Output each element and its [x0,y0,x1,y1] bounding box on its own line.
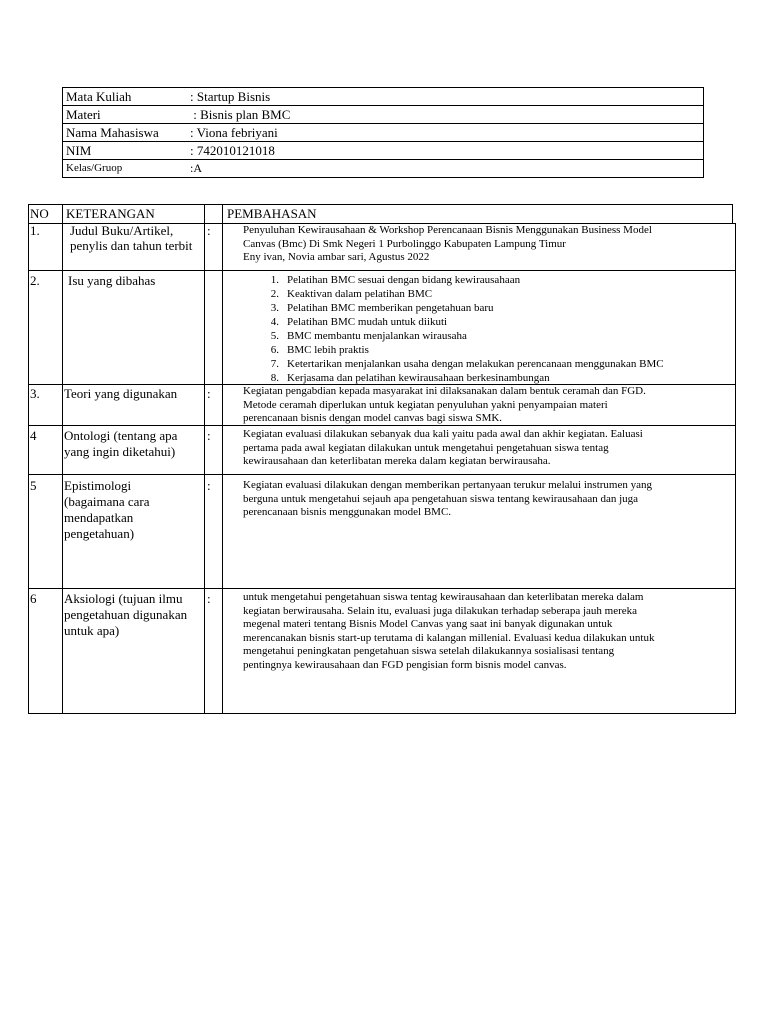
row-divider [28,474,736,475]
row-divider [28,270,736,271]
row-colon: : [207,223,211,238]
pembahasan-line: Canvas (Bmc) Di Smk Negeri 1 Purbolinggo Kabupaten Lampung Timur [243,237,566,250]
info-value-nim: : 742010121018 [190,143,275,158]
list-item-number: 4. [270,316,279,328]
list-item [265,357,664,371]
row-pembahasan [243,385,646,426]
pembahasan-line: untuk mengetahui pengetahuan siswa tentag kewirausahaan dan keterlibatan mereka dalam [243,591,644,603]
list-item-text: Pelatihan BMC sesuai dengan bidang kewirausahaan [287,274,521,286]
row-colon: : [207,591,211,606]
pembahasan-line: Kegiatan pengabdian kepada masyarakat ini dilaksanakan dalam bentuk ceramah dan FGD. [243,385,646,397]
pembahasan-line: berguna untuk mengetahui sejauh apa pengetahuan siswa tentang kewirausahaan dan juga [243,492,639,505]
pembahasan-line: Metode ceramah diperlukan untuk kegiatan penyuluhan yakni penyampaian materi [243,398,608,411]
column-header-no: NO [30,206,49,221]
info-value-nama-mahasiswa: : Viona febriyani [190,125,278,140]
info-row-divider [62,159,704,160]
pembahasan-line: kegiatan berwirausaha. Selain itu, evaluasi juga dilakukan terhadap seberapa jauh mereka [243,604,638,617]
list-item-text: Pelatihan BMC mudah untuk diikuti [287,316,448,328]
row-number: 3. [30,386,40,401]
info-row-divider [62,123,704,124]
pembahasan-line: kewirausahaan dan keterlibatan mereka dalam kegiatan berwirausaha. [243,455,551,467]
keterangan-line: pengetahuan digunakan [64,607,188,622]
row-keterangan [64,428,177,460]
list-item-text: Kerjasama dan pelatihan kewirausahaan berkesinambungan [287,372,550,384]
keterangan-line: untuk apa) [64,623,120,638]
pembahasan-line: pertama pada awal kegiatan dilakukan untuk mengetahui pengetahuan siswa tentag [243,441,609,454]
column-header-pembahasan: PEMBAHASAN [227,206,317,221]
info-value-kelas: :A [190,161,202,175]
row-keterangan: Teori yang digunakan [64,386,178,401]
info-label-nim: NIM [66,143,92,158]
keterangan-line: Aksiologi (tujuan ilmu [64,591,183,606]
list-item-number: 2. [270,288,279,300]
keterangan-line: Epistimologi [64,478,132,493]
info-label-nama-mahasiswa: Nama Mahasiswa [66,125,159,140]
pembahasan-line: Penyuluhan Kewirausahaan & Workshop Perencanaan Bisnis Menggunakan Business Model [243,224,652,236]
pembahasan-line: Kegiatan evaluasi dilakukan sebanyak dua kali yaitu pada awal dan akhir kegiatan. Ealuasi [243,428,643,440]
row-number: 6 [30,591,37,606]
row-number: 2. [30,273,40,288]
list-item [265,315,664,329]
list-item [265,287,664,301]
keterangan-line: Judul Buku/Artikel, [70,223,174,238]
pembahasan-line: pentingnya kewirausahaan dan FGD pengisian form bisnis model canvas. [243,658,567,671]
row-keterangan: Isu yang dibahas [68,273,156,288]
column-divider [204,204,205,714]
pembahasan-line: Kegiatan evaluasi dilakukan dengan memberikan pertanyaan terukur melalui instrumen yang [243,479,652,491]
list-item [265,273,664,287]
column-divider [62,204,63,714]
keterangan-line: (bagaimana cara [64,494,150,509]
pembahasan-line: perencanaan bisnis dengan model canvas bagi siswa SMK. [243,412,503,424]
keterangan-line: pengetahuan) [64,526,135,541]
list-item [265,301,664,315]
pembahasan-line: megenal materi tentang Bisnis Model Canvas yang saat ini banyak digunakan untuk [243,618,613,630]
list-item-text: Keaktivan dalam pelatihan BMC [287,288,433,300]
keterangan-line: yang ingin diketahui) [64,444,176,459]
list-item-text: BMC membantu menjalankan wirausaha [287,330,467,342]
row-pembahasan [243,479,652,520]
row-keterangan [64,591,187,639]
keterangan-line: Ontologi (tentang apa [64,428,178,443]
row-divider [28,588,736,589]
row-colon: : [207,428,211,443]
info-label-mata-kuliah: Mata Kuliah [66,89,132,104]
column-header-keterangan: KETERANGAN [66,206,155,221]
list-item [265,371,664,385]
info-row-divider [62,105,704,106]
list-item [265,343,664,357]
list-item-number: 8. [270,372,279,384]
list-item-number: 5. [270,330,279,342]
row-number: 1. [30,223,40,238]
row-keterangan [64,478,150,542]
row-number: 5 [30,478,37,493]
row-number: 4 [30,428,37,443]
column-divider [222,204,223,714]
list-item-text: BMC lebih praktis [287,344,369,356]
pembahasan-line: perencanaan bisnis menggunakan model BMC. [243,506,452,518]
info-row-divider [62,141,704,142]
row-colon: : [207,386,211,401]
pembahasan-line: mengetahui peningkatan pengetahuan siswa setelah dilakukannya sosialisasi tentang [243,645,615,657]
row-colon: : [207,478,211,493]
keterangan-line: penylis dan tahun terbit [70,238,193,253]
list-item-number: 1. [270,274,279,286]
info-value-materi: : Bisnis plan BMC [190,107,291,122]
row-pembahasan [243,591,654,672]
list-item-number: 6. [270,344,279,356]
row-pembahasan [243,428,643,469]
issues-list [265,273,664,385]
info-label-kelas: Kelas/Gruop [66,162,123,174]
pembahasan-line: merencanakan bisnis start-up terutama di kalangan millenial. Evaluasi kedua dilakukan untuk [243,631,655,644]
info-value-mata-kuliah: : Startup Bisnis [190,89,271,104]
row-pembahasan [243,224,652,265]
list-item-number: 3. [270,302,279,314]
row-keterangan [70,223,192,253]
list-item-number: 7. [270,358,279,370]
list-item [265,329,664,343]
info-label-materi: Materi [66,107,101,122]
list-item-text: Ketertarikan menjalankan usaha dengan melakukan perencanaan menggunakan BMC [287,358,664,370]
list-item-text: Pelatihan BMC memberikan pengetahuan baru [287,302,494,314]
pembahasan-line: Eny ivan, Novia ambar sari, Agustus 2022 [243,251,430,263]
keterangan-line: mendapatkan [64,510,134,525]
